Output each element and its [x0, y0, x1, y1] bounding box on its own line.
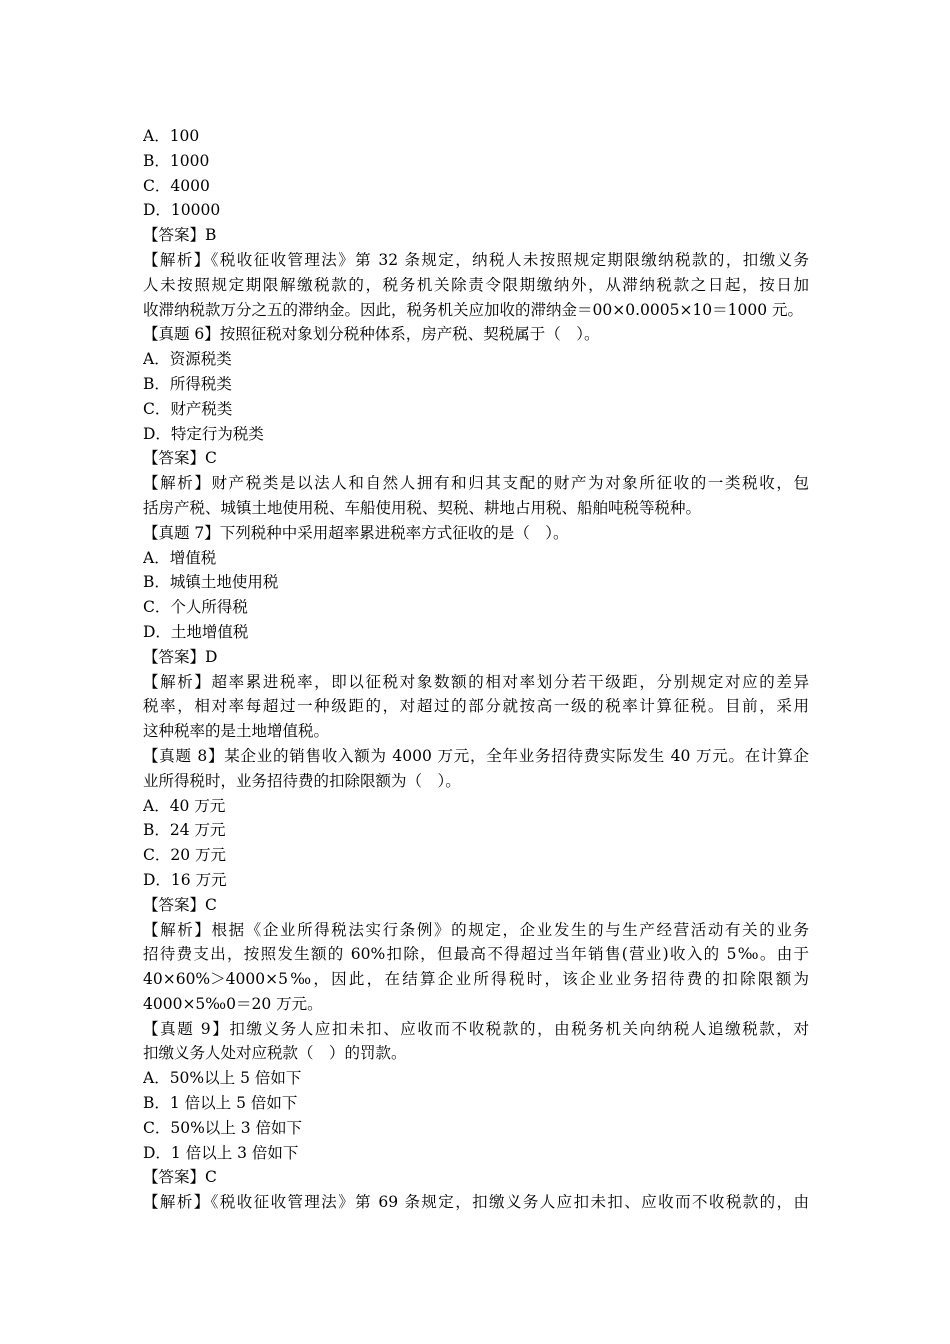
text-line: D．1 倍以上 3 倍如下	[143, 1143, 299, 1162]
text-line: D．10000	[143, 201, 221, 220]
text-line: C．个人所得税	[143, 598, 248, 617]
text-line: A．50%以上 5 倍如下	[143, 1069, 302, 1088]
text-line: B．24 万元	[143, 821, 226, 840]
text-line: 括房产税、城镇土地使用税、车船使用税、契税、耕地占用税、船舶吨税等税种。	[143, 498, 702, 517]
text-line: B．所得税类	[143, 374, 232, 393]
text-line: A．100	[143, 127, 200, 145]
text-line: 税率，相对率每超过一种级距的，对超过的部分就按高一级的税率计算征税。目前，采用	[143, 697, 809, 716]
text-line: D．土地增值税	[143, 622, 249, 641]
text-line: 【答案】D	[143, 647, 218, 666]
text-line: C．50%以上 3 倍如下	[143, 1118, 303, 1137]
text-line: D．16 万元	[143, 870, 227, 889]
text-line: 扣缴义务人处对应税款（ ）的罚款。	[143, 1044, 407, 1063]
text-line: A．40 万元	[143, 796, 226, 815]
text-line: 【真题 8】某企业的销售收入额为 4000 万元，全年业务招待费实际发生 40 万元。在计算企	[143, 746, 809, 765]
text-line: 40×60%＞4000×5‰，因此，在结算企业所得税时，该企业业务招待费的扣除限额为	[143, 970, 809, 989]
document-page	[143, 124, 809, 1215]
text-line: B．城镇土地使用税	[143, 573, 279, 592]
text-line: 【真题 6】按照征税对象划分税种体系，房产税、契税属于（ ）。	[143, 325, 600, 344]
text-line: 【解析】超率累进税率，即以征税对象数额的相对率划分若干级距，分别规定对应的差异	[143, 672, 809, 691]
text-line: C．4000	[143, 176, 210, 195]
text-line: 【答案】B	[143, 226, 217, 245]
text-line: 【答案】C	[143, 895, 217, 914]
text-line: 【真题 9】扣缴义务人应扣未扣、应收而不收税款的，由税务机关向纳税人追缴税款，对	[143, 1019, 809, 1038]
text-line: A．增值税	[143, 548, 217, 567]
text-line: C．财产税类	[143, 399, 233, 418]
text-line: 收滞纳税款万分之五的滞纳金。因此，税务机关应加收的滞纳金＝00×0.0005×10＝1000 元。	[143, 300, 804, 319]
text-line: 【解析】《税收征收管理法》第 69 条规定，扣缴义务人应扣未扣、应收而不收税款的，由	[143, 1193, 809, 1212]
text-line: 人未按照规定期限解缴税款的，税务机关除责令限期缴纳外，从滞纳税款之日起，按日加	[143, 275, 809, 294]
text-line: D．特定行为税类	[143, 424, 264, 443]
text-line: 招待费支出，按照发生额的 60%扣除，但最高不得超过当年销售(营业)收入的 5‰。由于	[143, 945, 809, 964]
text-line: 【解析】根据《企业所得税法实行条例》的规定，企业发生的与生产经营活动有关的业务	[143, 920, 809, 939]
text-line: B．1 倍以上 5 倍如下	[143, 1094, 298, 1113]
text-line: 4000×5‰0＝20 万元。	[143, 994, 323, 1013]
text-line: 【解析】财产税类是以法人和自然人拥有和归其支配的财产为对象所征收的一类税收，包	[143, 474, 809, 493]
text-line: 这种税率的是土地增值税。	[143, 722, 330, 741]
text-line: B．1000	[143, 151, 210, 170]
text-line: 业所得税时，业务招待费的扣除限额为（ ）。	[143, 771, 461, 790]
text-line: C．20 万元	[143, 846, 227, 865]
text-line: 【答案】C	[143, 1168, 217, 1187]
text-line: 【解析】《税收征收管理法》第 32 条规定，纳税人未按照规定期限缴纳税款的，扣缴义务	[143, 250, 809, 269]
text-line: 【真题 7】下列税种中采用超率累进税率方式征收的是（ ）。	[143, 523, 569, 542]
text-line: A．资源税类	[143, 350, 232, 369]
text-line: 【答案】C	[143, 449, 217, 468]
